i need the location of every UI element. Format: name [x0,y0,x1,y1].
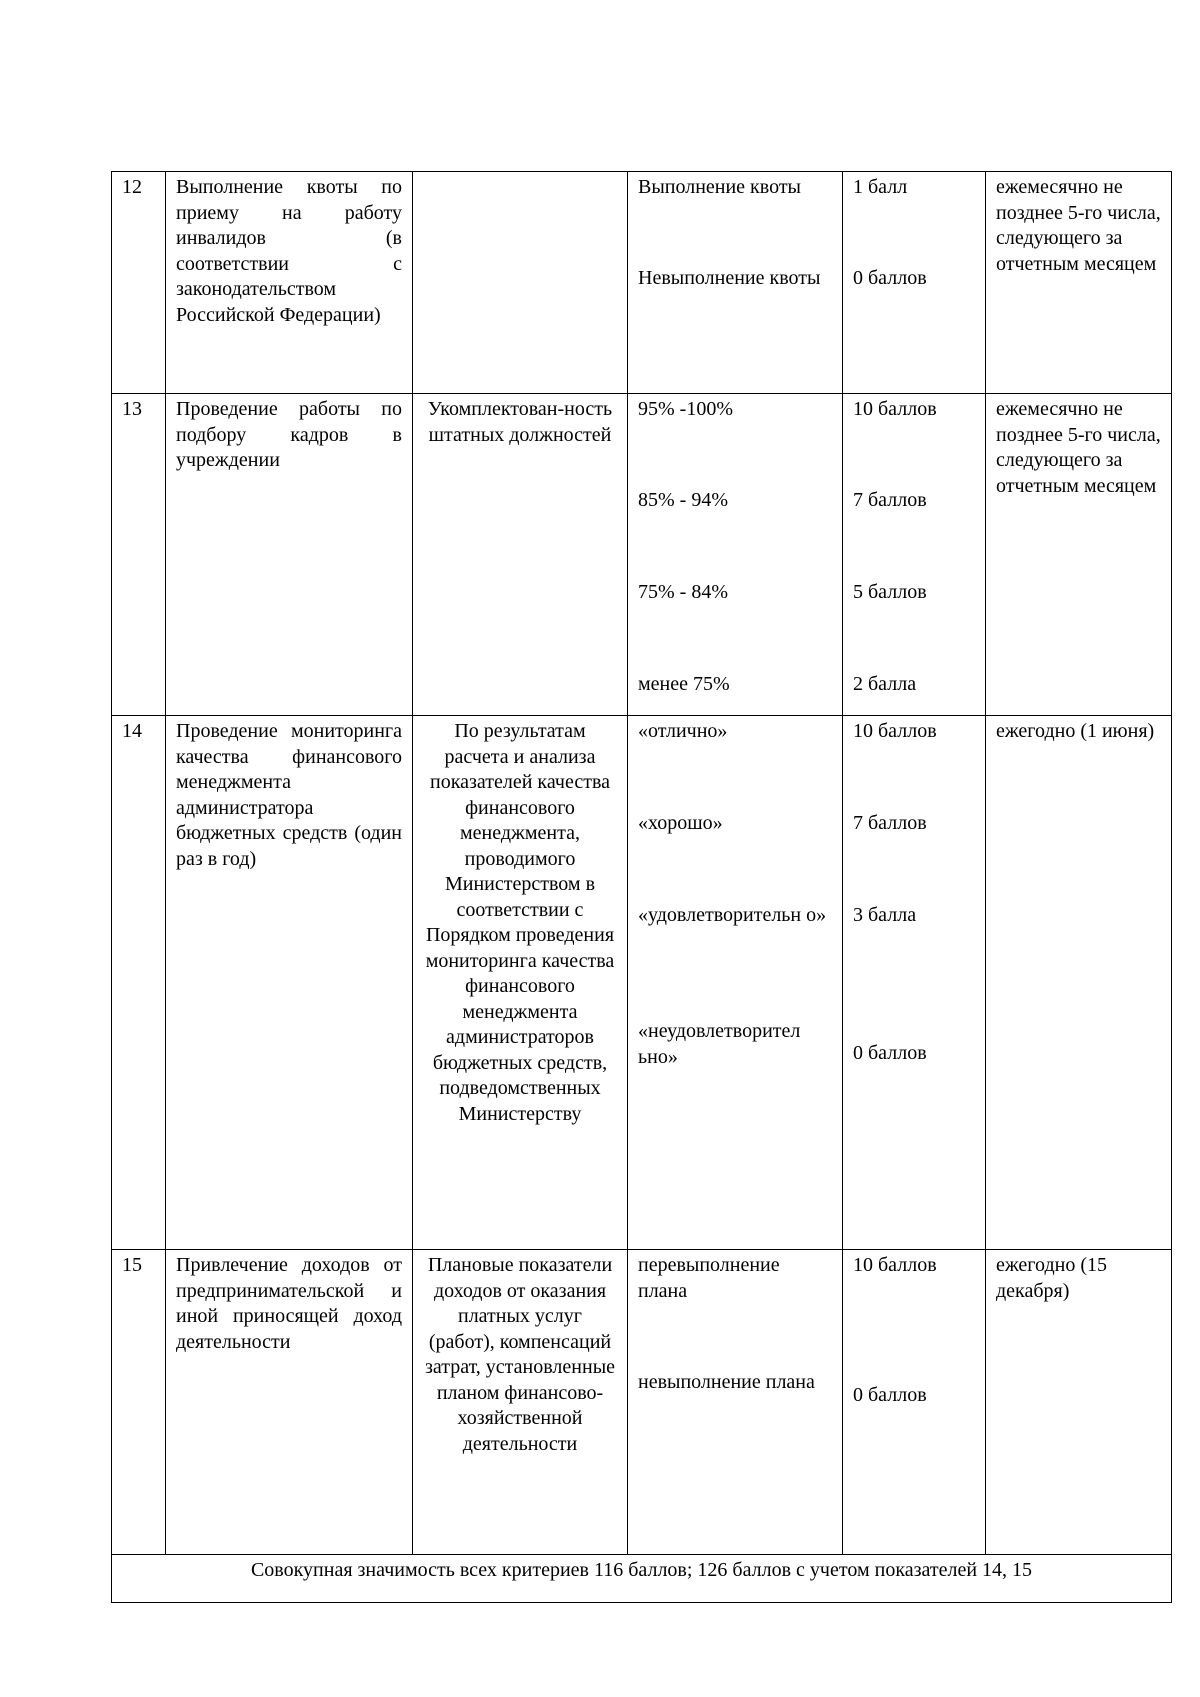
row-number: 13 [112,394,166,716]
table-row [112,172,1172,394]
value-item: Выполнение квоты [638,176,801,198]
value-cell [628,1250,843,1555]
points-item: 10 баллов [853,720,937,742]
indicator-text: Укомплектован-ность штатных должностей [413,394,628,716]
table-row [112,394,1172,716]
points-item: 3 балла [853,904,917,926]
indicator-text [413,172,628,394]
value-item: невыполнение плана [638,1371,815,1393]
value-item: «отлично» [638,720,728,742]
criteria-table [111,171,1172,1603]
value-item: 85% - 94% [638,489,728,511]
criterion-text: Проведение мониторинга качества финансового менеджмента администратора бюджетных средств (один раз в год) [166,716,413,1250]
points-item: 10 баллов [853,398,937,420]
row-number: 15 [112,1250,166,1555]
table-row [112,1250,1172,1555]
period-text: ежемесячно не позднее 5-го числа, следующего за отчетным месяцем [986,394,1172,716]
total-text: Совокупная значимость всех критериев 116 баллов; 126 баллов с учетом показателей 14, 15 [112,1555,1172,1603]
row-number: 14 [112,716,166,1250]
period-text: ежегодно (1 июня) [986,716,1172,1250]
value-item: 75% - 84% [638,581,728,603]
period-text: ежегодно (15 декабря) [986,1250,1172,1555]
points-item: 1 балл [853,176,908,198]
table-row [112,716,1172,1250]
points-item: 7 баллов [853,812,927,834]
points-item: 0 баллов [853,267,927,289]
points-item: 0 баллов [853,1042,927,1064]
points-cell [843,716,986,1250]
total-row [112,1555,1172,1603]
points-item: 0 баллов [853,1384,927,1406]
points-cell [843,172,986,394]
indicator-text: Плановые показатели доходов от оказания платных услуг (работ), компенсаций затрат, установленные планом финансово-хозяйственной деятельности [413,1250,628,1555]
criterion-text: Проведение работы по подбору кадров в учреждении [166,394,413,716]
criterion-text: Выполнение квоты по приему на работу инвалидов (в соответствии с законодательством Российской Федерации) [166,172,413,394]
value-cell [628,716,843,1250]
value-item: перевыполнение плана [638,1254,780,1302]
value-cell [628,172,843,394]
period-text: ежемесячно не позднее 5-го числа, следующего за отчетным месяцем [986,172,1172,394]
points-item: 2 балла [853,673,917,695]
criterion-text: Привлечение доходов от предпринимательской и иной приносящей доход деятельности [166,1250,413,1555]
points-cell [843,394,986,716]
value-item: «удовлетворительн о» [638,904,827,926]
points-item: 10 баллов [853,1254,937,1276]
value-item: 95% -100% [638,398,733,420]
points-cell [843,1250,986,1555]
points-item: 5 баллов [853,581,927,603]
indicator-text: По результатам расчета и анализа показателей качества финансового менеджмента, проводимого Министерством в соответствии с Порядком проведения мониторинга качества финансового менеджмента администраторов бюджетных средств, подведомственных Министерству [413,716,628,1250]
value-item: «хорошо» [638,812,723,834]
row-number: 12 [112,172,166,394]
value-cell [628,394,843,716]
value-item: «неудовлетворител ьно» [638,1020,801,1068]
points-item: 7 баллов [853,489,927,511]
value-item: менее 75% [638,673,730,695]
value-item: Невыполнение квоты [638,267,821,289]
